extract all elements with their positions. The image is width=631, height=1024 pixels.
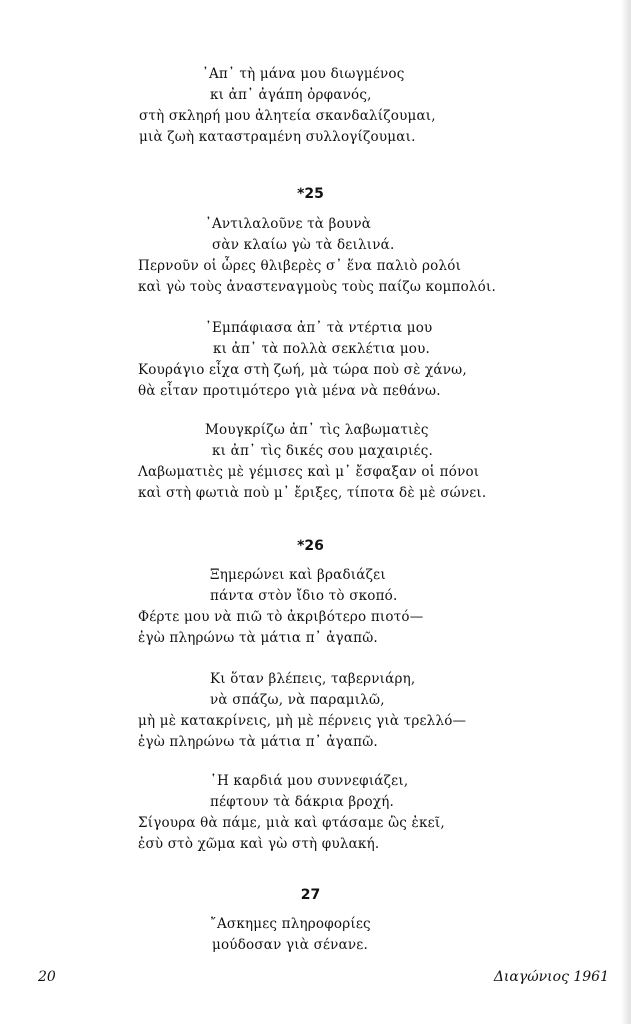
verse-line: σὰν κλαίω γὼ τὰ δειλινά. <box>212 237 395 253</box>
verse-line: ῎Ασκημες πληροφορίες <box>210 916 371 932</box>
verse-line: μὴ μὲ κατακρίνεις, μὴ μὲ πέρνεις γιὰ τρελλό— <box>138 713 467 729</box>
verse-line: ἐσὺ στὸ χῶμα καὶ γὼ στὴ φυλακή. <box>138 836 380 852</box>
verse-line: Σίγουρα θὰ πάμε, μιὰ καὶ φτάσαμε ὣς ἐκεῖ, <box>138 815 445 831</box>
poem-number: *25 <box>297 186 324 202</box>
verse-line: Κι ὅταν βλέπεις, ταβερνιάρη, <box>210 671 416 687</box>
verse-line: ἐγὼ πληρώνω τὰ μάτια π᾿ ἀγαπῶ. <box>138 734 378 750</box>
verse-line: κι ἀπ᾿ ἀγάπη ὀρφανός, <box>210 87 372 103</box>
poem-number: 27 <box>300 887 321 903</box>
verse-line: ᾿Απ᾿ τὴ μάνα μου διωγμένος <box>202 66 405 82</box>
page-edge <box>621 0 631 1024</box>
verse-line: Μουγκρίζω ἀπ᾿ τὶς λαβωματιὲς <box>205 422 429 438</box>
verse-line: πέφτουν τὰ δάκρια βροχή. <box>210 794 395 810</box>
publication-title: Διαγώνιος 1961 <box>493 969 609 985</box>
verse-line: Λαβωματιὲς μὲ γέμισες καὶ μ᾿ ἔσφαξαν οἱ πόνοι <box>138 464 480 480</box>
verse-line: ᾿Αντιλαλοῦνε τὰ βουνὰ <box>205 216 372 232</box>
verse-line: ῾Η καρδιά μου συννεφιάζει, <box>210 773 409 789</box>
page-number: 20 <box>38 969 56 985</box>
verse-line: κι ἀπ᾿ τὶς δικές σου μαχαιριές. <box>212 443 433 459</box>
verse-line: Φέρτε μου νὰ πιῶ τὸ ἀκριβότερο πιοτό— <box>138 609 424 625</box>
verse-line: στὴ σκληρή μου ἀλητεία σκανδαλίζουμαι, <box>139 108 436 124</box>
verse-line: ᾿Εμπάφιασα ἀπ᾿ τὰ ντέρτια μου <box>205 320 433 336</box>
poem-number: *26 <box>297 538 324 554</box>
verse-line: θὰ εἶταν προτιμότερο γιὰ μένα νὰ πεθάνω. <box>138 383 441 399</box>
verse-line: Ξημερώνει καὶ βραδιάζει <box>210 567 386 583</box>
verse-line: καὶ γὼ τοὺς ἀναστεναγμοὺς τοὺς παίζω κομπολόι. <box>138 279 496 295</box>
verse-line: καὶ στὴ φωτιὰ ποὺ μ᾿ ἔριξες, τίποτα δὲ μὲ σώνει. <box>138 485 487 501</box>
verse-line: πάντα στὸν ἴδιο τὸ σκοπό. <box>210 588 398 604</box>
verse-line: Κουράγιο εἶχα στὴ ζωή, μὰ τώρα ποὺ σὲ χάνω, <box>138 362 467 378</box>
verse-line: ἐγὼ πληρώνω τὰ μάτια π᾿ ἀγαπῶ. <box>138 630 378 646</box>
verse-line: Περνοῦν οἱ ὧρες θλιβερὲς σ᾿ ἕνα παλιὸ ρολόι <box>138 258 462 274</box>
verse-line: κι ἀπ᾿ τὰ πολλὰ σεκλέτια μου. <box>213 341 431 357</box>
verse-line: νὰ σπάζω, νὰ παραμιλῶ, <box>210 692 385 708</box>
verse-line: μούδοσαν γιὰ σένανε. <box>212 937 368 953</box>
verse-line: μιὰ ζωὴ καταστραμένη συλλογίζουμαι. <box>139 129 416 145</box>
